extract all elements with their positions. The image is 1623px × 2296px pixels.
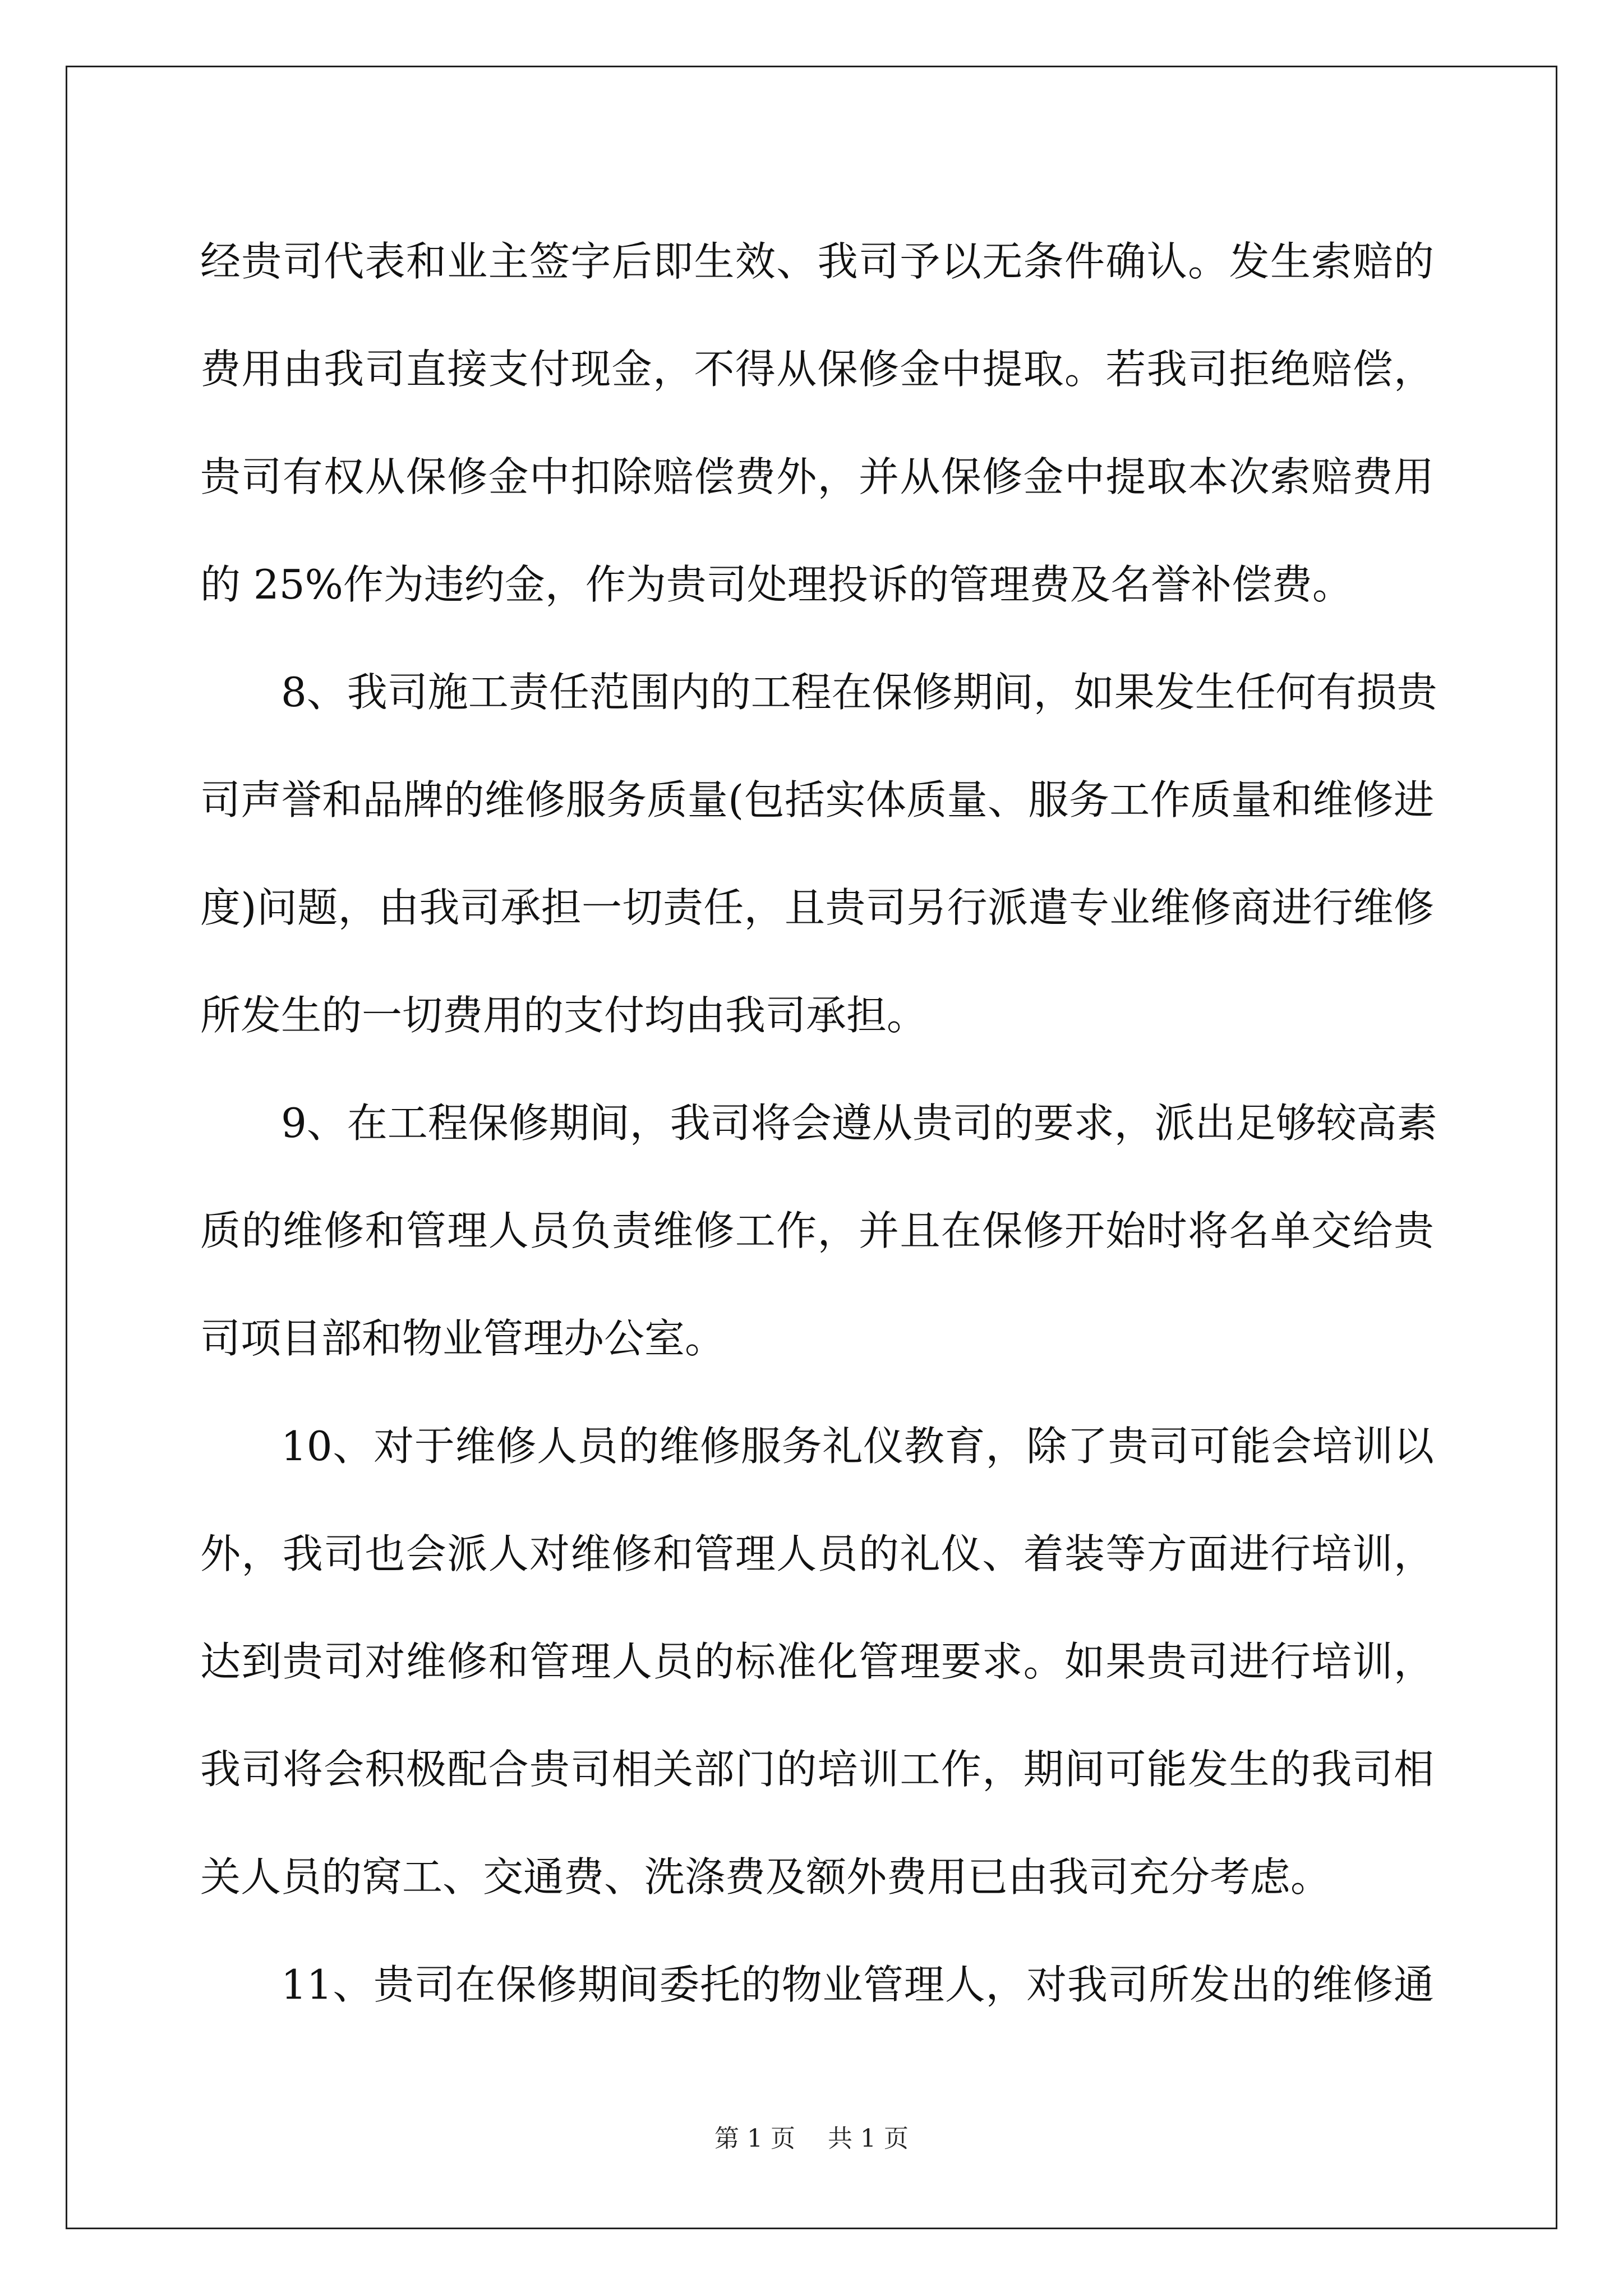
text-line: 10、对于维修人员的维修服务礼仪教育，除了贵司可能会培训以 — [281, 1423, 1434, 1470]
text-line: 费用由我司直接支付现金，不得从保修金中提取。若我司拒绝赔偿， — [200, 346, 1434, 393]
text-line: 度)问题，由我司承担一切责任，且贵司另行派遣专业维修商进行维修 — [200, 884, 1434, 931]
text-line: 外，我司也会派人对维修和管理人员的礼仪、着装等方面进行培训， — [200, 1530, 1434, 1577]
text-line: 司项目部和物业管理办公室。 — [200, 1315, 726, 1362]
document-body — [200, 208, 1437, 2039]
text-line: 8、我司施工责任范围内的工程在保修期间，如果发生任何有损贵 — [281, 669, 1437, 716]
text-line: 达到贵司对维修和管理人员的标准化管理要求。如果贵司进行培训， — [200, 1638, 1434, 1685]
text-line: 所发生的一切费用的支付均由我司承担。 — [200, 992, 928, 1039]
text-line: 关人员的窝工、交通费、洗涤费及额外费用已由我司充分考虑。 — [200, 1853, 1331, 1901]
text-line: 经贵司代表和业主签字后即生效、我司予以无条件确认。发生索赔的 — [200, 238, 1434, 285]
text-line: 的 25%作为违约金，作为贵司处理投诉的管理费及名誉补偿费。 — [200, 561, 1353, 608]
text-line: 11、贵司在保修期间委托的物业管理人，对我司所发出的维修通 — [281, 1961, 1434, 2008]
text-line: 贵司有权从保修金中扣除赔偿费外，并从保修金中提取本次索赔费用 — [200, 453, 1434, 500]
page-number: 第 1 页 — [714, 2124, 795, 2153]
text-line: 司声誉和品牌的维修服务质量(包括实体质量、服务工作质量和维修进 — [200, 776, 1434, 823]
text-line: 我司将会积极配合贵司相关部门的培训工作，期间可能发生的我司相 — [200, 1746, 1434, 1793]
page-footer — [0, 2118, 1623, 2154]
page-total: 共 1 页 — [828, 2124, 909, 2153]
text-line: 质的维修和管理人员负责维修工作，并且在保修开始时将名单交给贵 — [200, 1207, 1434, 1254]
text-line: 9、在工程保修期间，我司将会遵从贵司的要求，派出足够较高素 — [281, 1099, 1437, 1147]
